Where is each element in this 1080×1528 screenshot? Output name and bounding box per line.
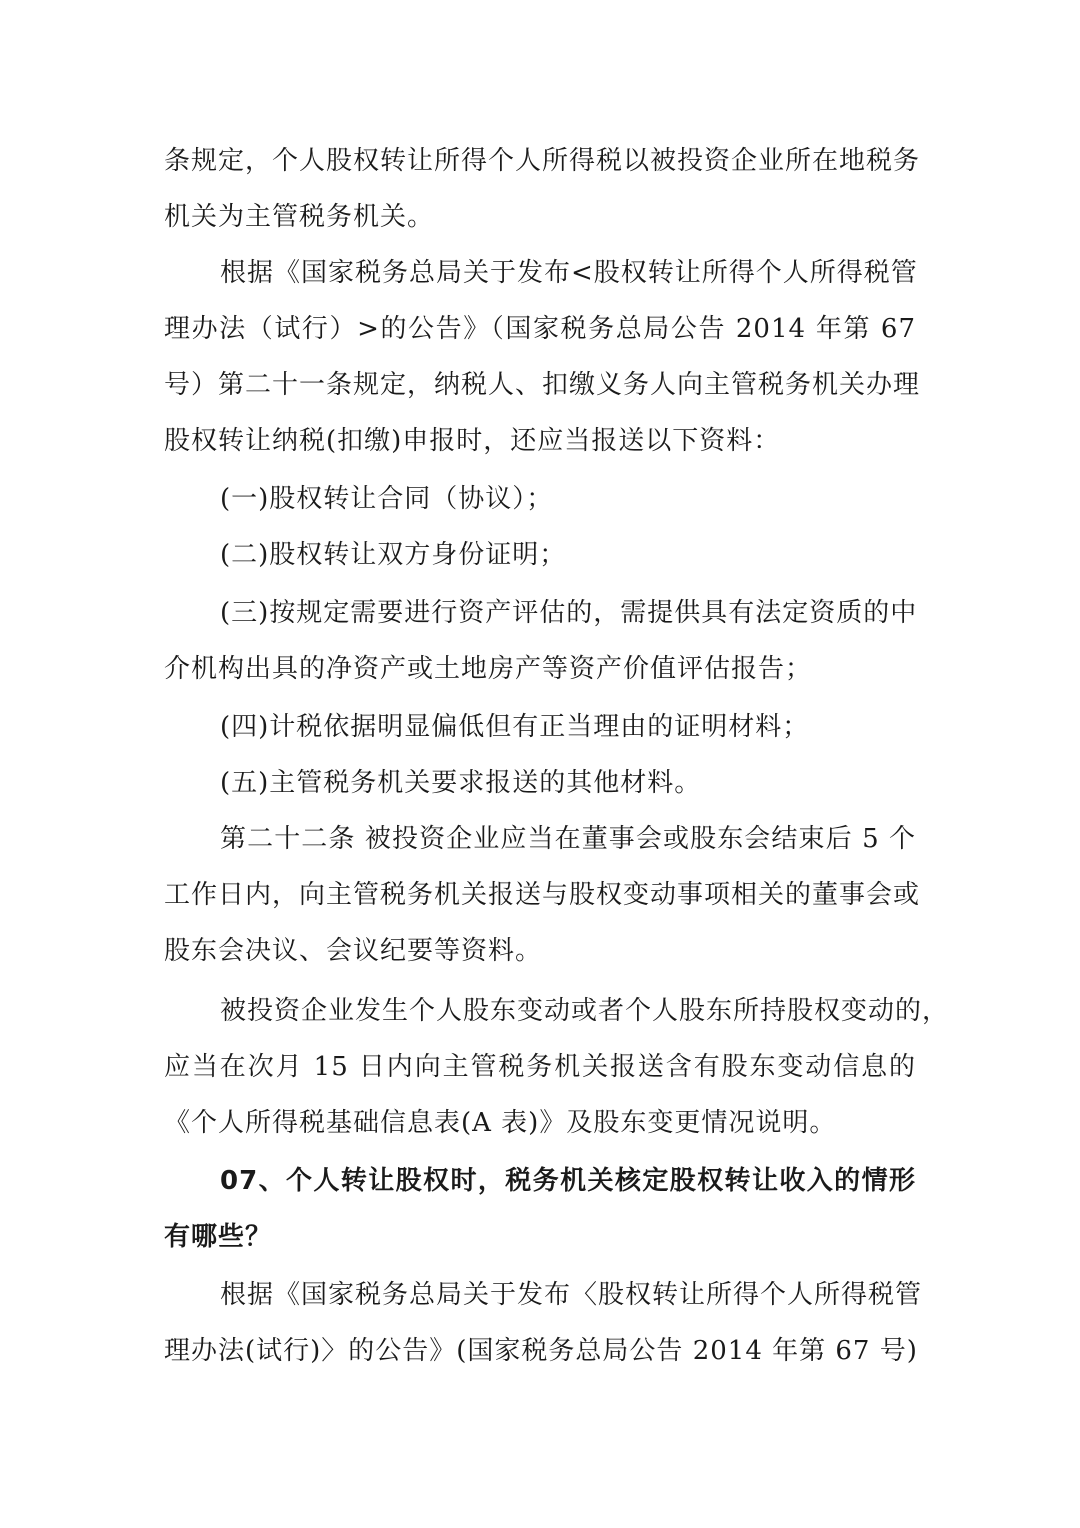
paragraph-line: 理办法（试行）>的公告》（国家税务总局公告 2014 年第 67 bbox=[164, 314, 916, 344]
paragraph-line: 应当在次月 15 日内向主管税务机关报送含有股东变动信息的 bbox=[164, 1052, 916, 1082]
paragraph-line: 根据《国家税务总局关于发布〈股权转让所得个人所得税管 bbox=[220, 1280, 923, 1310]
paragraph-line: 机关为主管税务机关。 bbox=[164, 202, 435, 232]
section-heading: 07、个人转让股权时，税务机关核定股权转让收入的情形 bbox=[220, 1166, 916, 1196]
paragraph-line: 条规定，个人股权转让所得个人所得税以被投资企业所在地税务 bbox=[164, 146, 921, 176]
list-item: (三)按规定需要进行资产评估的，需提供具有法定资质的中 bbox=[220, 598, 918, 628]
paragraph-line: 股权转让纳税(扣缴)申报时，还应当报送以下资料： bbox=[164, 426, 781, 456]
paragraph-line: 股东会决议、会议纪要等资料。 bbox=[164, 936, 543, 966]
paragraph-line: 根据《国家税务总局关于发布<股权转让所得个人所得税管 bbox=[220, 258, 918, 288]
section-heading: 有哪些？ bbox=[164, 1222, 273, 1252]
list-item: (五)主管税务机关要求报送的其他材料。 bbox=[220, 768, 702, 798]
list-item-continuation: 介机构出具的净资产或土地房产等资产价值评估报告； bbox=[164, 654, 813, 684]
paragraph-line: 理办法(试行)〉的公告》(国家税务总局公告 2014 年第 67 号) bbox=[164, 1336, 918, 1366]
paragraph-line: 号）第二十一条规定，纳税人、扣缴义务人向主管税务机关办理 bbox=[164, 370, 921, 400]
paragraph-line: 第二十二条 被投资企业应当在董事会或股东会结束后 5 个 bbox=[220, 824, 916, 854]
list-item: (一)股权转让合同（协议）； bbox=[220, 484, 554, 514]
paragraph-line: 被投资企业发生个人股东变动或者个人股东所持股权变动的， bbox=[220, 996, 950, 1026]
list-item: (四)计税依据明显偏低但有正当理由的证明材料； bbox=[220, 712, 810, 742]
paragraph-line: 《个人所得税基础信息表(A 表)》及股东变更情况说明。 bbox=[164, 1108, 837, 1138]
paragraph-line: 工作日内，向主管税务机关报送与股权变动事项相关的董事会或 bbox=[164, 880, 921, 910]
list-item: (二)股权转让双方身份证明； bbox=[220, 540, 567, 570]
